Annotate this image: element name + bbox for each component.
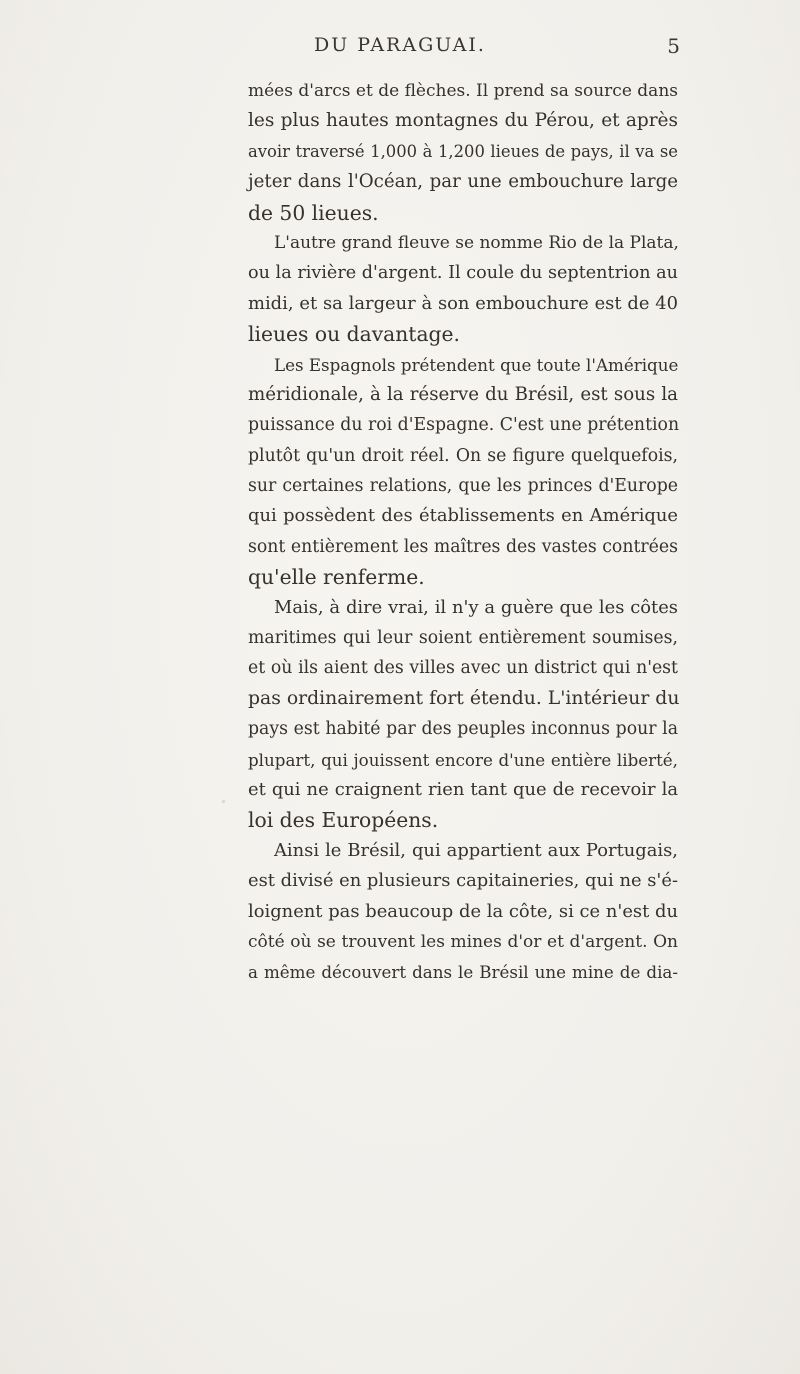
text-line: loignent pas beaucoup de la côte, si ce n'est du	[248, 900, 678, 922]
text-line: pays est habité par des peuples inconnus pour la	[248, 719, 678, 740]
text-line: qui possèdent des établissements en Amérique	[248, 505, 678, 527]
text-line: qu'elle renferme.	[248, 565, 425, 590]
running-title: DU PARAGUAI.	[314, 34, 486, 56]
paragraph-start-line: L'autre grand fleuve se nomme Rio de la Plata,	[274, 232, 679, 253]
text-line: midi, et sa largeur à son embouchure est de 40	[248, 292, 678, 314]
text-line: pas ordinairement fort étendu. L'intérieur du	[248, 687, 680, 709]
body-text	[248, 76, 678, 988]
text-line: les plus hautes montagnes du Pérou, et après	[248, 110, 678, 132]
text-line: et qui ne craignent rien tant que de recevoir la	[248, 778, 678, 800]
text-line: puissance du roi d'Espagne. C'est une prétention	[248, 415, 680, 436]
text-line: avoir traversé 1,000 à 1,200 lieues de pays, il va se	[248, 141, 678, 161]
text-line: de 50 lieues.	[248, 200, 379, 225]
paragraph-start-line: Ainsi le Brésil, qui appartient aux Portugais,	[274, 839, 678, 861]
text-line: méridionale, à la réserve du Brésil, est sous la	[248, 383, 678, 405]
ink-speck	[222, 800, 225, 803]
text-line: a même découvert dans le Brésil une mine de dia-	[248, 962, 678, 983]
text-line: loi des Européens.	[248, 808, 439, 833]
text-line: maritimes qui leur soient entièrement soumises,	[248, 628, 678, 649]
text-line: lieues ou davantage.	[248, 322, 460, 347]
text-line: est divisé en plusieurs capitaineries, qui ne s'é-	[248, 870, 678, 892]
paragraph-start-line: Les Espagnols prétendent que toute l'Amérique	[274, 354, 679, 375]
text-line: plupart, qui jouissent encore d'une entière liberté,	[248, 749, 678, 770]
text-line: sont entièrement les maîtres des vastes contrées	[248, 536, 678, 557]
text-line: côté où se trouvent les mines d'or et d'argent. On	[248, 931, 678, 952]
text-line: mées d'arcs et de flèches. Il prend sa source dans	[248, 81, 678, 101]
text-line: plutôt qu'un droit réel. On se figure quelquefois,	[248, 445, 678, 466]
text-line: sur certaines relations, que les princes d'Europe	[248, 476, 678, 497]
page-number: 5	[667, 34, 680, 58]
text-line: ou la rivière d'argent. Il coule du septentrion au	[248, 263, 678, 284]
paragraph-start-line: Mais, à dire vrai, il n'y a guère que les côtes	[274, 596, 678, 618]
text-line: jeter dans l'Océan, par une embouchure large	[248, 171, 678, 193]
text-line: et où ils aient des villes avec un district qui n'est	[248, 658, 678, 679]
